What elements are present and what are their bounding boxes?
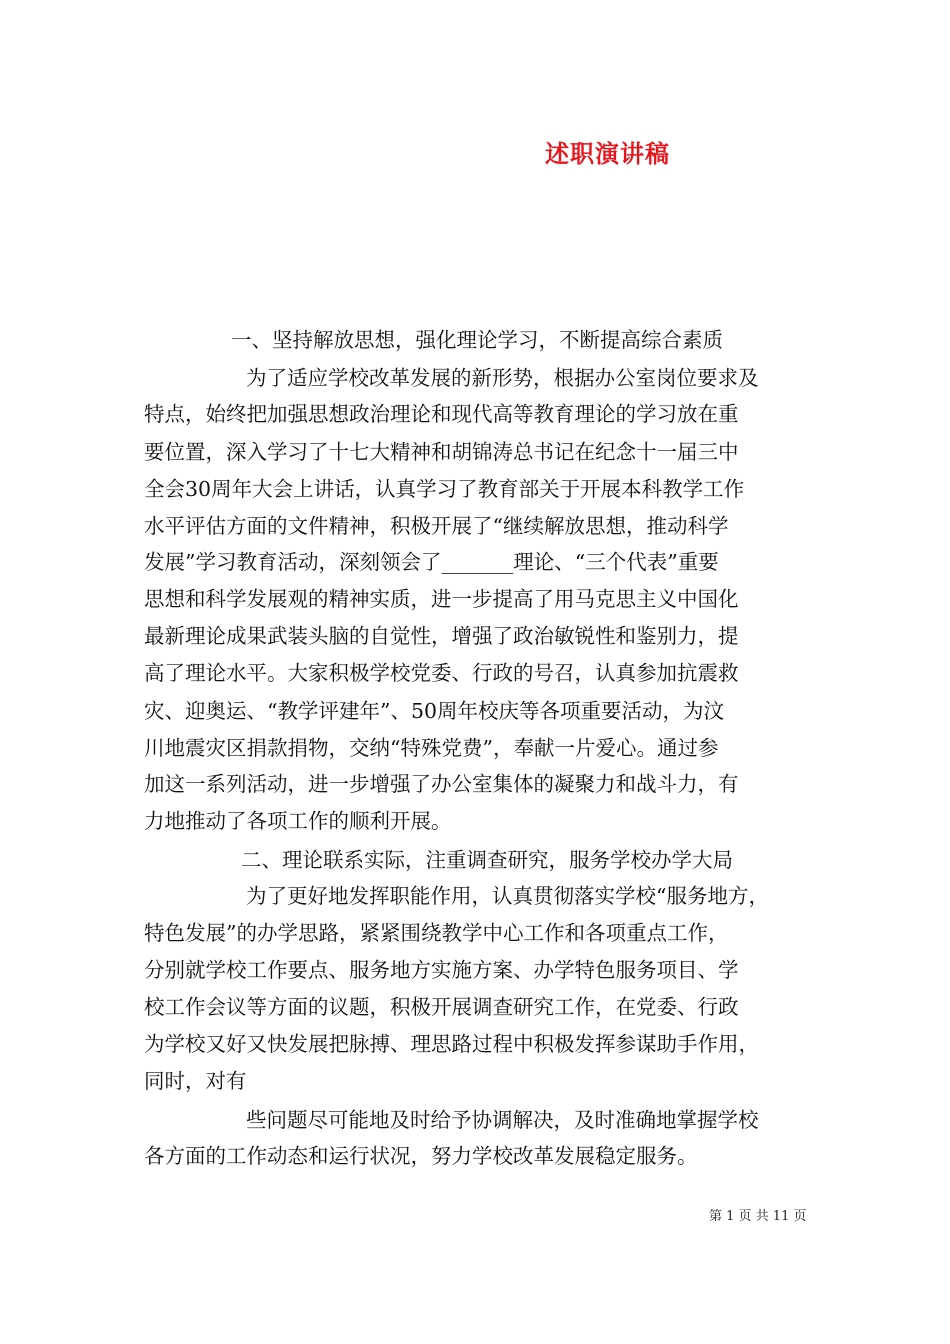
- paragraph-line: 同时，对有: [144, 1069, 247, 1093]
- paragraph-line: 分别就学校工作要点、服务地方实施方案、办学特色服务项目、学: [144, 958, 739, 982]
- paragraph-line: 特色发展”的办学思路，紧紧围绕教学中心工作和各项重点工作，: [144, 921, 729, 945]
- paragraph-line: 校工作会议等方面的议题，积极开展调查研究工作，在党委、行政: [144, 995, 739, 1019]
- paragraph-line: 高了理论水平。大家积极学校党委、行政的号召，认真参加抗震救: [144, 661, 739, 685]
- page-title: 述职演讲稿: [545, 139, 670, 168]
- paragraph-line: 些问题尽可能地及时给予协调解决，及时准确地掌握学校: [246, 1108, 759, 1132]
- paragraph-line: 为了适应学校改革发展的新形势，根据办公室岗位要求及: [246, 366, 759, 390]
- paragraph-line: 为了更好地发挥职能作用，认真贯彻落实学校“服务地方，: [246, 884, 769, 908]
- paragraph-line: 发展”学习教育活动，深刻领会了_______理论、“三个代表”重要: [144, 550, 719, 574]
- paragraph-line: 全会30周年大会上讲话，认真学习了教育部关于开展本科教学工作: [144, 477, 745, 501]
- page-footer: 第 1 页 共 11 页: [709, 1209, 807, 1224]
- paragraph-line: 力地推动了各项工作的顺利开展。: [144, 809, 452, 833]
- section-heading-1: 一、坚持解放思想，强化理论学习，不断提高综合素质: [231, 328, 723, 352]
- paragraph-line: 思想和科学发展观的精神实质，进一步提高了用马克思主义中国化: [144, 587, 739, 611]
- paragraph-line: 水平评估方面的文件精神，积极开展了“继续解放思想，推动科学: [144, 514, 729, 538]
- paragraph-line: 灾、迎奥运、“教学评建年”、50周年校庆等各项重要活动，为汶: [144, 699, 725, 723]
- paragraph-line: 各方面的工作动态和运行状况，努力学校改革发展稳定服务。: [144, 1144, 698, 1168]
- paragraph-line: 加这一系列活动，进一步增强了办公室集体的凝聚力和战斗力，有: [144, 772, 739, 796]
- paragraph-line: 为学校又好又快发展把脉搏、理思路过程中积极发挥参谋助手作用，: [144, 1032, 759, 1056]
- section-heading-2: 二、理论联系实际，注重调查研究，服务学校办学大局: [241, 848, 733, 872]
- paragraph-line: 要位置，深入学习了十七大精神和胡锦涛总书记在纪念十一届三中: [144, 440, 739, 464]
- paragraph-line: 最新理论成果武装头脑的自觉性，增强了政治敏锐性和鉴别力，提: [144, 624, 739, 648]
- paragraph-line: 特点，始终把加强思想政治理论和现代高等教育理论的学习放在重: [144, 402, 739, 426]
- paragraph-line: 川地震灾区捐款捐物，交纳“特殊党费”，奉献一片爱心。通过参: [144, 736, 719, 760]
